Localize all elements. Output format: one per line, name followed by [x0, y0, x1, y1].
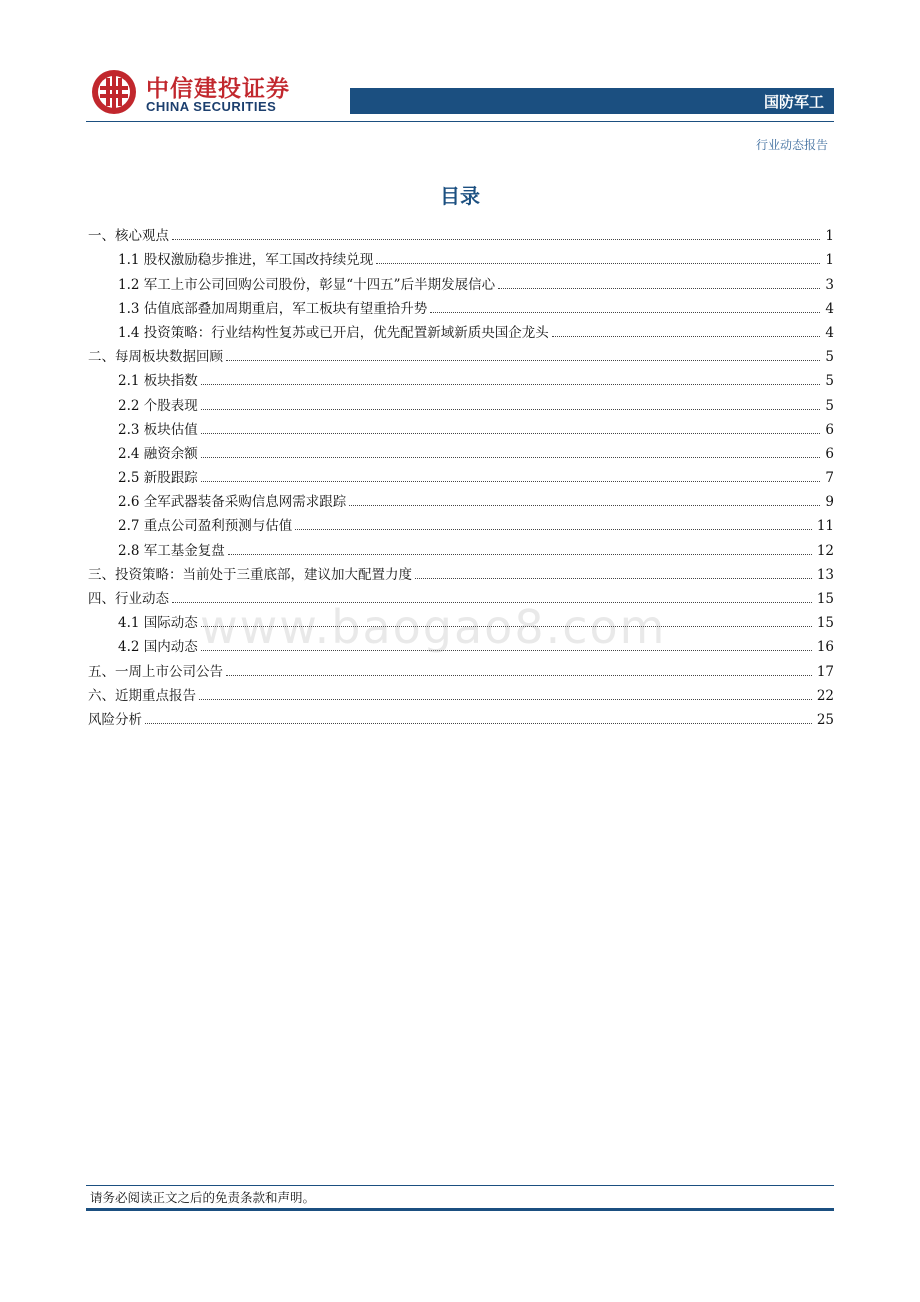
toc-entry-page: 15 — [816, 591, 834, 607]
toc-entry-title: 六、近期重点报告 — [88, 687, 196, 704]
toc-dot-leader — [498, 288, 820, 289]
toc-entry-title: 风险分析 — [88, 711, 142, 728]
toc-entry-page: 1 — [825, 228, 834, 245]
toc-dot-leader — [201, 409, 821, 410]
toc-entry-title: 四、行业动态 — [88, 591, 169, 607]
toc-entry-page: 12 — [816, 542, 834, 559]
toc-dot-leader — [552, 336, 821, 337]
toc-entry[interactable] — [88, 534, 834, 558]
toc-entry-title: 2.6 全军武器装备采购信息网需求跟踪 — [118, 494, 347, 511]
toc-entry-title: 1.3 估值底部叠加周期重启，军工板块有望重拾升势 — [118, 300, 428, 317]
logo-chinese-name: 中信建投证券 — [146, 76, 290, 102]
toc-entry-title: 2.5 新股跟踪 — [118, 470, 198, 487]
toc-entry[interactable] — [88, 244, 834, 268]
toc-entry-page: 22 — [816, 687, 834, 704]
toc-dot-leader — [376, 263, 820, 264]
toc-entry-page: 1 — [825, 252, 834, 269]
toc-entry-title: 4.2 国内动态 — [118, 639, 198, 656]
toc-entry-page: 5 — [825, 397, 834, 414]
toc-entry-page: 5 — [825, 349, 834, 366]
toc-dot-leader — [430, 312, 820, 313]
toc-entry[interactable] — [88, 462, 834, 486]
toc-dot-leader — [199, 699, 812, 700]
toc-entry-title: 2.7 重点公司盈利预测与估值 — [118, 518, 293, 535]
toc-entry[interactable] — [88, 365, 834, 389]
toc-entry-page: 7 — [825, 470, 834, 487]
toc-entry[interactable] — [88, 293, 834, 317]
toc-entry-page: 25 — [816, 711, 834, 728]
toc-entry-title: 2.8 军工基金复盘 — [118, 542, 225, 559]
toc-entry-page: 11 — [816, 518, 834, 535]
toc-entry-title: 2.4 融资余额 — [118, 445, 198, 462]
toc-entry[interactable] — [88, 510, 834, 534]
toc-dot-leader — [415, 578, 812, 579]
toc-entry-page: 6 — [825, 421, 834, 438]
toc-entry-title: 三、投资策略：当前处于三重底部，建议加大配置力度 — [88, 566, 412, 583]
toc-dot-leader — [172, 239, 820, 240]
toc-entry[interactable] — [88, 704, 834, 728]
toc-entry[interactable] — [88, 220, 834, 244]
toc-title: 目录 — [440, 184, 480, 208]
toc-entry-page: 4 — [825, 300, 834, 317]
toc-entry-title: 2.1 板块指数 — [118, 373, 198, 390]
toc-entry[interactable] — [88, 268, 834, 292]
toc-dot-leader — [201, 433, 821, 434]
disclaimer-text: 请务必阅读正文之后的免责条款和声明。 — [90, 1190, 316, 1205]
toc-dot-leader — [226, 675, 812, 676]
toc-dot-leader — [228, 554, 812, 555]
toc-entry-page: 9 — [825, 494, 834, 511]
toc-entry[interactable] — [88, 341, 834, 365]
toc-dot-leader — [145, 723, 812, 724]
toc-entry-title: 2.3 板块估值 — [118, 421, 198, 438]
page-header — [0, 0, 920, 152]
toc-entry-title: 2.2 个股表现 — [118, 397, 198, 414]
footer-divider-bottom — [86, 1208, 834, 1211]
toc-entry-title: 1.4 投资策略：行业结构性复苏或已开启，优先配置新域新质央国企龙头 — [118, 324, 549, 341]
toc-entry-page: 17 — [816, 663, 834, 680]
toc-dot-leader — [226, 360, 820, 361]
toc-entry[interactable] — [88, 414, 834, 438]
toc-entry-title: 二、每周板块数据回顾 — [88, 349, 223, 366]
toc-entry[interactable] — [88, 680, 834, 704]
toc-entry[interactable] — [88, 389, 834, 413]
toc-entry-page: 13 — [816, 566, 834, 583]
sector-banner — [350, 88, 834, 114]
toc-entry-page: 16 — [816, 639, 834, 656]
toc-entry[interactable] — [88, 655, 834, 679]
toc-entry[interactable] — [88, 486, 834, 510]
toc-entry-title: 一、核心观点 — [88, 228, 169, 245]
sector-label: 国防军工 — [763, 93, 824, 111]
toc-entry-title: 1.1 股权激励稳步推进，军工国改持续兑现 — [118, 252, 374, 269]
toc-dot-leader — [201, 457, 821, 458]
toc-entry-page: 6 — [825, 445, 834, 462]
company-logo — [90, 68, 300, 120]
toc-dot-leader — [201, 384, 821, 385]
toc-entry-page: 5 — [825, 373, 834, 390]
header-divider — [86, 121, 834, 122]
toc-entry[interactable] — [88, 438, 834, 462]
report-type: 行业动态报告 — [755, 138, 828, 152]
toc-entry-page: 4 — [825, 324, 834, 341]
toc-entry-page: 15 — [816, 615, 834, 632]
logo-english-name: CHINA SECURITIES — [146, 99, 277, 114]
watermark: www.baogao8.com — [200, 600, 667, 654]
citic-logo-icon — [90, 68, 138, 116]
toc-dot-leader — [201, 481, 821, 482]
toc-dot-leader — [295, 529, 812, 530]
toc-dot-leader — [349, 505, 820, 506]
toc-entry[interactable] — [88, 559, 834, 583]
toc-entry-title: 1.2 军工上市公司回购公司股份，彰显“十四五”后半期发展信心 — [118, 276, 496, 293]
toc-entry-page: 3 — [825, 276, 834, 293]
toc-entry[interactable] — [88, 317, 834, 341]
toc-entry-title: 五、一周上市公司公告 — [88, 663, 223, 680]
footer-divider-top — [86, 1185, 834, 1186]
toc-entry-title: 4.1 国际动态 — [118, 615, 198, 632]
